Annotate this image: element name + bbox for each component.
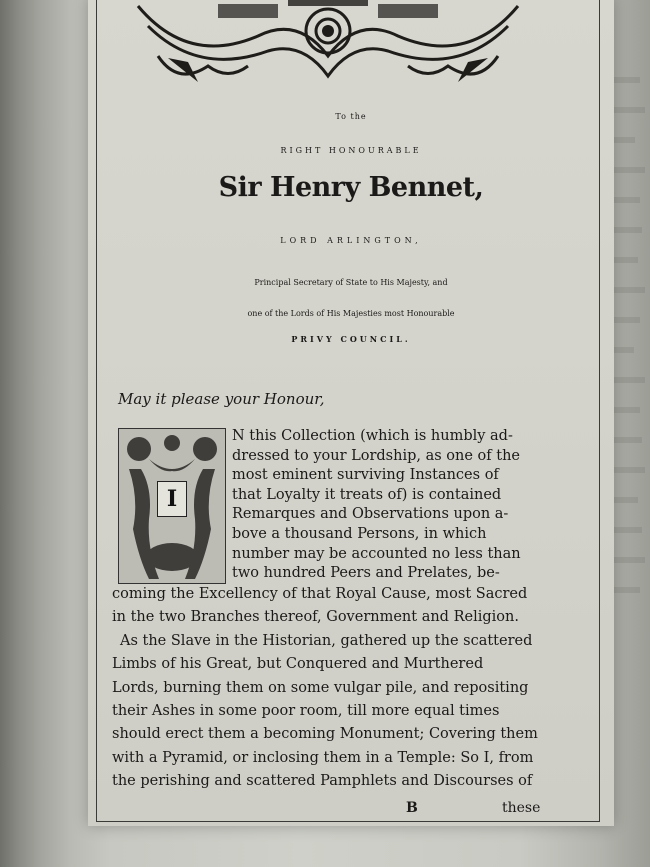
headpiece-ornament — [128, 0, 528, 88]
text-line: As the Slave in the Historian, gathered up the scattered — [120, 632, 533, 649]
text-line: Remarques and Observations upon a- — [232, 506, 509, 523]
signature-mark: B — [406, 800, 418, 816]
text-line: number may be accounted no less than — [232, 545, 521, 562]
text-line: Lords, burning them on some vulgar pile, and repositing — [112, 679, 529, 696]
text-line: bove a thousand Persons, in which — [232, 526, 487, 542]
salutation: May it please your Honour, — [118, 390, 325, 408]
book-page — [88, 0, 614, 826]
text-line: most eminent surviving Instances of — [232, 467, 499, 484]
catchword: these — [502, 800, 541, 816]
text-line: N this Collection (which is humbly ad- — [232, 428, 513, 444]
text-line: coming the Excellency of that Royal Cause, most Sacred — [112, 586, 528, 602]
text-line: Limbs of his Great, but Conquered and Murthered — [112, 656, 484, 673]
decorated-initial — [118, 428, 226, 584]
office-line-2: one of the Lords of His Majesties most Honourable — [247, 309, 455, 318]
privy-council-line: PRIVY COUNCIL. — [291, 334, 411, 344]
lord-title: LORD ARLINGTON, — [280, 236, 422, 245]
initial-letter: I — [157, 481, 187, 517]
text-line: their Ashes in some poor room, till more equal times — [112, 703, 500, 719]
text-line: dressed to your Lordship, as one of the — [232, 447, 521, 464]
office-line-1: Principal Secretary of State to His Majesty, and — [254, 278, 448, 287]
to-the-line: To the — [335, 112, 367, 121]
text-line: two hundred Peers and Prelates, be- — [232, 565, 500, 582]
text-line: with a Pyramid, or inclosing them in a Temple: So I, from — [112, 749, 534, 766]
text-line: in the two Branches thereof, Government and Religion. — [112, 609, 519, 626]
page-border — [96, 0, 600, 822]
text-line: should erect them a becoming Monument; Covering them — [112, 726, 538, 743]
right-honourable-line: RIGHT HONOURABLE — [280, 146, 422, 155]
text-line: the perishing and scattered Pamphlets and Discourses of — [112, 773, 533, 790]
dedicatee-name: Sir Henry Bennet, — [218, 172, 484, 203]
text-line: that Loyalty it treats of) is contained — [232, 486, 502, 503]
